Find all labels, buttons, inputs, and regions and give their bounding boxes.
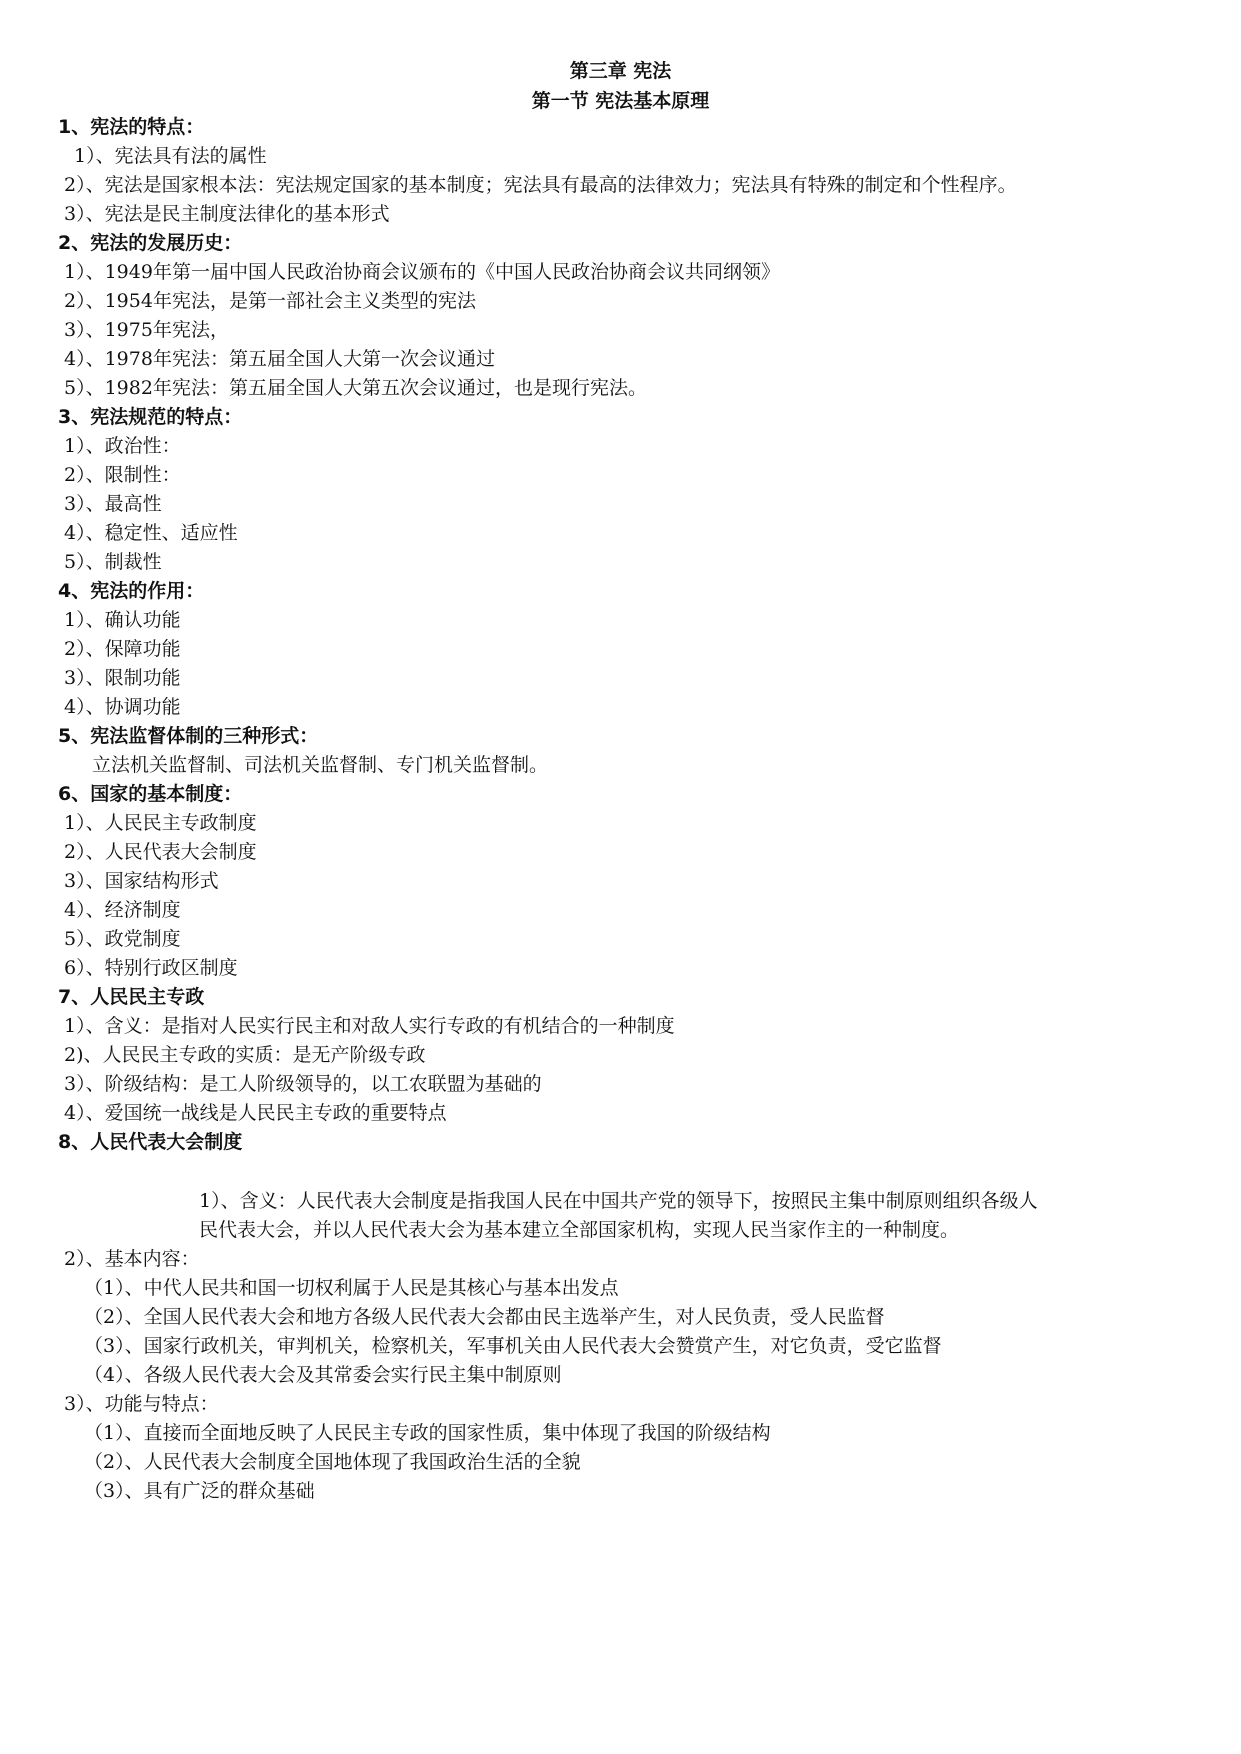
list-item: 1）、确认功能 <box>64 609 181 631</box>
heading-7: 7、人民民主专政 <box>58 986 205 1008</box>
list-item: 2）、人民代表大会制度 <box>64 841 257 863</box>
heading-4: 4、宪法的作用： <box>58 580 205 602</box>
list-item: 2）、1954年宪法，是第一部社会主义类型的宪法 <box>64 290 476 312</box>
list-item: 1）、含义：是指对人民实行民主和对敌人实行专政的有机结合的一种制度 <box>64 1015 675 1037</box>
list-item: 3）、阶级结构：是工人阶级领导的，以工农联盟为基础的 <box>64 1073 542 1095</box>
list-item: 3）、1975年宪法， <box>64 319 229 341</box>
list-item: 3）、限制功能 <box>64 667 181 689</box>
heading-1: 1、宪法的特点： <box>58 116 205 138</box>
heading-8: 8、人民代表大会制度 <box>58 1131 243 1153</box>
chapter-title: 第三章 宪法 <box>569 60 672 82</box>
list-item: 1）、1949年第一届中国人民政治协商会议颁布的《中国人民政治协商会议共同纲领》 <box>64 261 780 283</box>
list-item: （2）、人民代表大会制度全国地体现了我国政治生活的全貌 <box>84 1451 581 1473</box>
list-item: 3）、国家结构形式 <box>64 870 219 892</box>
list-item: 3）、宪法是民主制度法律化的基本形式 <box>64 203 390 225</box>
list-item: 4）、爱国统一战线是人民民主专政的重要特点 <box>64 1102 447 1124</box>
list-item: 1）、宪法具有法的属性 <box>74 145 267 167</box>
heading-5: 5、宪法监督体制的三种形式： <box>58 725 319 747</box>
list-item: （3）、具有广泛的群众基础 <box>84 1480 315 1502</box>
list-item: （3）、国家行政机关，审判机关，检察机关，军事机关由人民代表大会赞赏产生，对它负责，受它监督 <box>84 1335 942 1357</box>
list-item: （4）、各级人民代表大会及其常委会实行民主集中制原则 <box>84 1364 562 1386</box>
paragraph: 立法机关监督制、司法机关监督制、专门机关监督制。 <box>92 754 549 776</box>
list-item: 4）、稳定性、适应性 <box>64 522 238 544</box>
subheading: 3）、功能与特点： <box>64 1393 219 1415</box>
list-item: （1）、中代人民共和国一切权利属于人民是其核心与基本出发点 <box>84 1277 619 1299</box>
list-item: 2)、人民民主专政的实质：是无产阶级专政 <box>64 1044 426 1066</box>
subheading: 2）、基本内容： <box>64 1248 200 1270</box>
heading-6: 6、国家的基本制度： <box>58 783 243 805</box>
list-item: 5）、政党制度 <box>64 928 181 950</box>
list-item: 5）、制裁性 <box>64 551 162 573</box>
list-item: 4）、协调功能 <box>64 696 181 718</box>
list-item: 1）、人民民主专政制度 <box>64 812 257 834</box>
list-item: 2）、限制性： <box>64 464 181 486</box>
list-item: （2）、全国人民代表大会和地方各级人民代表大会都由民主选举产生，对人民负责，受人民监督 <box>84 1306 885 1328</box>
definition-line: 1）、含义：人民代表大会制度是指我国人民在中国共产党的领导下，按照民主集中制原则组织各级人 <box>199 1190 1038 1212</box>
definition-line: 民代表大会，并以人民代表大会为基本建立全部国家机构，实现人民当家作主的一种制度。 <box>199 1219 960 1241</box>
list-item: 4）、经济制度 <box>64 899 181 921</box>
list-item: （1）、直接而全面地反映了人民民主专政的国家性质，集中体现了我国的阶级结构 <box>84 1422 771 1444</box>
section-title: 第一节 宪法基本原理 <box>531 90 710 112</box>
list-item: 1）、政治性： <box>64 435 181 457</box>
list-item: 5）、1982年宪法：第五届全国人大第五次会议通过，也是现行宪法。 <box>64 377 647 399</box>
heading-2: 2、宪法的发展历史： <box>58 232 243 254</box>
heading-3: 3、宪法规范的特点： <box>58 406 243 428</box>
list-item: 2）、宪法是国家根本法：宪法规定国家的基本制度；宪法具有最高的法律效力；宪法具有特殊的制定和个性程序。 <box>64 174 1017 196</box>
list-item: 6）、特别行政区制度 <box>64 957 238 979</box>
list-item: 3）、最高性 <box>64 493 162 515</box>
list-item: 2）、保障功能 <box>64 638 181 660</box>
list-item: 4）、1978年宪法：第五届全国人大第一次会议通过 <box>64 348 495 370</box>
